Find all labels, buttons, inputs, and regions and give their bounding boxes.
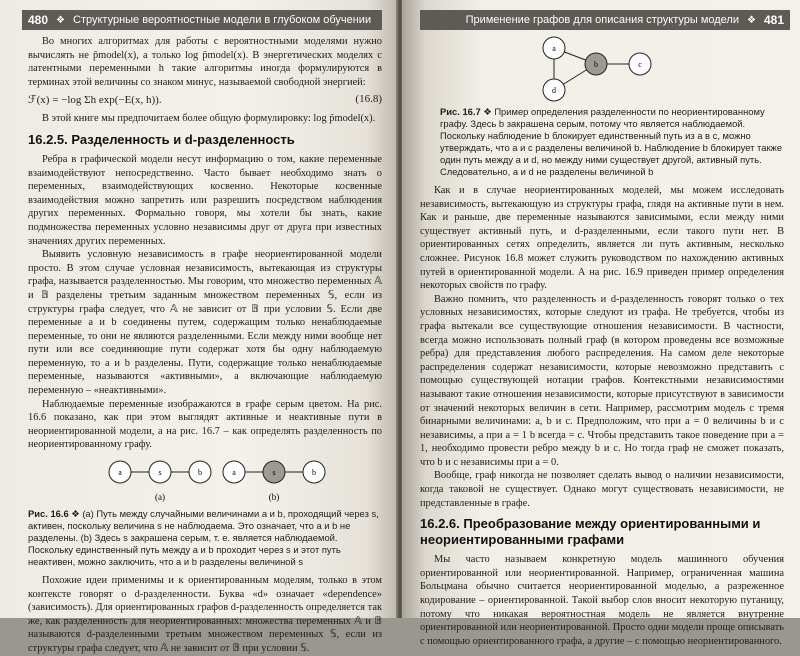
- free-energy-equation: [28, 93, 382, 106]
- right-running-header: [420, 10, 790, 30]
- diamond-icon: ❖: [71, 508, 80, 520]
- right-paragraph-3: Вообще, граф никогда не позволяет сделать вывод о наличии независимости, когда таковой не существует. Однако могут существовать независимости, не представленные в графе.: [420, 470, 784, 509]
- left-paragraph-6: Похожие идеи применимы и к ориентированным моделям, только в этом контексте говорят о d-разделенности. Буква «d» означает «dependence» (зависимость). Для ориентированных графов d-разделенность определяется так же, как разделенность для неориентированных: множества переменных 𝔸 и 𝔹 называются d-разделенными третьим множеством переменных 𝕊, если из структуры графа следует, что 𝔸 не зависит от 𝔹 при условии 𝕊.: [28, 575, 382, 654]
- left-header-title: Структурные вероятностные модели в глубоком обучении: [73, 14, 372, 26]
- left-page-number: 480: [28, 13, 49, 27]
- figure-16-7-caption: [440, 106, 784, 178]
- node-label: a: [552, 44, 556, 53]
- right-paragraph-2: Важно помнить, что разделенность и d-разделенность говорят только о тех условных независимостях, которые следуют из графа. Не требуется, чтобы из графа вытекали все существующие отношения независимости. В частности, всегда можно использовать полный граф (в котором проведены все возможные ребра) для представления любого распределения. На самом деле некоторые распределения содержат независимости, которые невозможно представить с помощью существующей нотации графов. Контекстными независимостями называют такие отношения независимости, которые присутствуют в зависимости от значений некоторых величин в сети. Например, рассмотрим модель с тремя бинарными величинами: a, b и c. Предположим, что при a = 0 величины b и c независимы, а при a = 1 b всегда = c. Чтобы представить такое поведение при a = 1, необходимо провести ребро между b и c. Но тогда граф не сможет показать, что b и c независимы при a = 0.: [420, 293, 784, 468]
- equation-body: ℱ(x) = −log Σh exp(−E(x, h)).: [28, 94, 162, 107]
- figure-16-6-caption: [28, 508, 382, 568]
- node-label: b: [594, 60, 598, 69]
- node-label: b: [312, 468, 316, 478]
- panel-label-a: (a): [155, 492, 165, 503]
- left-running-header: [22, 10, 382, 30]
- diamond-icon: ❖: [747, 14, 756, 26]
- diamond-icon: ❖: [483, 106, 492, 117]
- node-label: a: [118, 468, 122, 478]
- left-paragraph-2: В этой книге мы предпочитаем более общую формулировку: log p̃model(x).: [42, 113, 376, 125]
- panel-b: [223, 461, 325, 502]
- node-label: s: [272, 468, 276, 478]
- node-label: d: [552, 86, 556, 95]
- panel-a: [109, 461, 211, 502]
- right-page: [402, 0, 800, 647]
- left-paragraph-3: Ребра в графической модели несут информацию о том, какие переменные взаимодействуют непосредственно. Часто бывает необходимо знать о переменных, взаимодействующих косвенно. Некоторые косвенные взаимодействия можно запретить или разрешить посредством наблюдения других переменных. Формально говоря, мы хотели бы знать, какие подмножества переменных условно независимы друг от друга при известных значениях других переменных.: [28, 153, 382, 247]
- caption-text: (a) Путь между случайными величинами a и b, проходящий через s, активен, поскольку величина s не наблюдаема. Это означает, что a и b не разделены. (b) Здесь s закрашена серым, т. е. является наблюдаемой. Поскольку единственный путь между a и b проходит через s и этот путь неактивен, можно заключить, что a и b разделены величиной s: [28, 508, 379, 568]
- right-header-title: Применение графов для описания структуры модели: [465, 14, 739, 26]
- figure-16-6-diagram: [28, 456, 382, 506]
- diamond-icon: ❖: [56, 14, 65, 26]
- node-label: s: [158, 468, 162, 478]
- left-page: [0, 0, 398, 654]
- left-paragraph-5: Наблюдаемые переменные изображаются в графе серым цветом. На рис. 16.6 показано, как при этом выглядят активные и неактивные пути в неориентированной модели, а на рис. 16.7 – как определять разделенность по неориентированному графу.: [28, 398, 382, 451]
- node-label: b: [198, 468, 202, 478]
- right-paragraph-1: Как и в случае неориентированных моделей, мы можем исследовать независимость, вытекающую из структуры графа, глядя на активные пути в нем. Как и раньше, две переменные называются зависимыми, если между ними существует активный путь, и d-разделенными, если такого пути нет. В ориентированных сетях определить, является ли путь активным, несколько сложнее. Рисунок 16.8 может служить руководством по нахождению активных путей в ориентированной модели. А на рис. 16.9 приведен пример определения некоторых свойств по графу.: [420, 185, 784, 292]
- left-paragraph-4: Выявить условную независимость в графе неориентированной модели просто. В этом случае условная независимость, вытекающая из структуры графа, называется разделенностью. Мы говорим, что множество переменных 𝔸 и 𝔹 разделены третьим заданным множеством переменных 𝕊, если из структуры графа следует, что 𝔸 не зависит от 𝔹 при условии 𝕊. Если две переменные a и b соединены путем, содержащим только ненаблюдаемые переменные, то они не являются разделенными. Если между ними вообще нет пути или все соединяющие пути содержат хотя бы одну наблюдаемую переменную, то a и b разделены. Пути, содержащие только ненаблюдаемые переменные, называются «активными», а включающие наблюдаемую переменную – «неактивными».: [28, 249, 382, 397]
- figure-16-7-diagram: [420, 34, 784, 104]
- caption-label: Рис. 16.7: [440, 106, 481, 117]
- section-heading-16-2-6: 16.2.6. Преобразование между ориентированными и неориентированными графами: [420, 516, 761, 548]
- equation-number: (16.8): [355, 93, 382, 106]
- section-heading-16-2-5: 16.2.5. Разделенность и d-разделенность: [28, 131, 295, 147]
- node-label: a: [232, 468, 236, 478]
- left-paragraph-1: Во многих алгоритмах для работы с вероятностными моделями нужно вычислять не p̃model(x), а только log p̃model(x). В энергетических моделях с латентными переменными h такие алгоритмы иногда формулируются в терминах этой величины со знаком минус, называемой свободной энергией:: [28, 36, 382, 88]
- caption-label: Рис. 16.6: [28, 508, 69, 520]
- right-page-number: 481: [763, 13, 784, 27]
- right-paragraph-4: Мы часто называем конкретную модель машинного обучения ориентированной или неориентированной. Например, ограниченная машина Больцмана обычно считается неориентированной моделью, а разреженное кодирование – ориентированной. Такой выбор слов вносит некоторую путаницу, потому что никакая вероятностная модель не является внутренне ориентированной или неориентированной. Просто одни модели проще описывать с помощью ориентированного графа, а другие – с помощью неориентированного.: [420, 554, 784, 647]
- node-label: c: [638, 60, 642, 69]
- caption-text: Пример определения разделенности по неориентированному графу. Здесь b закрашена серым, потому что является наблюдаемой. Поскольку наблюдение b блокирует единственный путь из a в c, можно утверждать, что a и c разделены величиной b. Наблюдение b блокирует также один путь между a и d, но между ними существует другой, активный путь. Следовательно, a и d не разделены величиной b: [440, 106, 783, 177]
- panel-label-b: (b): [268, 492, 280, 503]
